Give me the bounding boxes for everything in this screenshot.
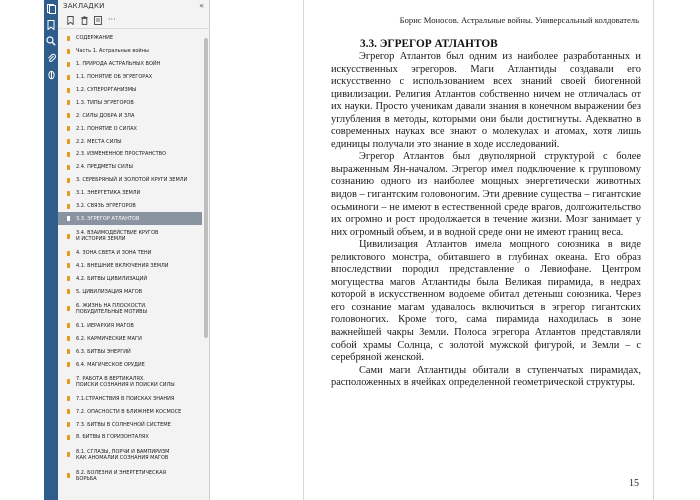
bookmark-label: 6.3. БИТВЫ ЭНЕРГИЙ: [76, 348, 131, 355]
bookmark-label: 3.1. ЭНЕРГЕТИКА ЗЕМЛИ: [76, 190, 141, 197]
bookmark-label: 1.3. ТИПЫ ЭГРЕГОРОВ: [76, 99, 134, 106]
bookmark-icon: [67, 306, 70, 311]
paragraph: Сами маги Атлантиды обитали в ступенчатых пирамидах, расположенных в ячейках определенной геометрической структуры.: [331, 364, 641, 389]
bookmark-icon: [67, 289, 70, 294]
bookmark-item[interactable]: [58, 200, 202, 213]
add-bookmark-icon[interactable]: [66, 16, 74, 25]
bookmark-icon: [67, 216, 70, 221]
bookmark-item[interactable]: [58, 345, 202, 358]
bookmark-label: 2.2. МЕСТА СИЛЫ: [76, 138, 122, 145]
bookmark-label: 1. ПРИРОДА АСТРАЛЬНЫХ ВОЙН: [76, 61, 161, 68]
bookmark-label: 6. ЖИЗНЬ НА ПЛОСКОСТИ. ПОБУДИТЕЛЬНЫЕ МОТИВЫ: [76, 302, 148, 315]
bookmark-label: 3.4. ВЗАИМОДЕЙСТВИЕ КРУГОВ И ИСТОРИЯ ЗЕМЛИ: [76, 230, 159, 242]
bookmark-label: 2.3. ИЗМЕНЕННОЕ ПРОСТРАНСТВО: [76, 151, 167, 158]
bookmark-item[interactable]: [58, 148, 202, 161]
bookmark-label: 8.1. СГЛАЗЫ, ПОРЧИ И ВАМПИРИЗМ КАК АНОМАЛИИ СОЗНАНИЯ МАГОВ: [76, 448, 170, 461]
bookmark-label: 1.2. СУПЕРОРГАНИЗМЫ: [76, 87, 137, 93]
bookmark-label: 3.2. СВЯЗЬ ЭГРЕГОРОВ: [76, 203, 136, 210]
bookmark-icon: [67, 362, 70, 367]
bookmark-label: 8.2. БОЛЕЗНИ И ЭНЕРГЕТИЧЕСКАЯ БОРЬБА: [76, 469, 166, 482]
more-options-button[interactable]: ···: [108, 15, 116, 24]
bookmark-item[interactable]: [58, 109, 202, 122]
bookmark-label: 7.2. ОПАСНОСТИ В БЛИЖНЕМ КОСМОСЕ: [76, 408, 182, 415]
bookmark-item[interactable]: [58, 225, 202, 246]
bookmark-icon: [67, 113, 70, 118]
bookmark-item[interactable]: [58, 71, 202, 84]
bookmark-label: 6.1. ИЕРАРХИЯ МАГОВ: [76, 322, 134, 329]
collapse-panel-button[interactable]: «: [199, 1, 204, 10]
bookmark-icon: [67, 139, 70, 144]
bookmarks-icon[interactable]: [44, 18, 58, 32]
bookmark-label: 5. ЦИВИЛИЗАЦИЯ МАГОВ: [76, 288, 143, 295]
panel-divider: [58, 28, 210, 29]
bookmark-icon: [67, 100, 70, 105]
bookmark-item[interactable]: [58, 135, 202, 148]
paragraph: Эгрегор Атлантов был двуполярной структурой с более выраженным Ян-началом. Эгрегор имел подключение к групповому сознанию одного из наиболее мощных энергетически животных видов – гигантским головоногим. Эти древние существа – гигантские осьминоги – не имеют в естественной среде врагов, долгожительство их огромно и рост продолжается в течение жизни. Мозг занимает у них огромный объем, и в водной среде они не имеют границ веса.: [331, 151, 641, 238]
bookmark-label: 6.4. МАГИЧЕСКОЕ ОРУДИЕ: [76, 361, 145, 368]
bookmark-icon: [67, 435, 70, 440]
page-number: 15: [629, 478, 639, 489]
bookmark-item[interactable]: [58, 247, 202, 260]
bookmark-item[interactable]: [58, 332, 202, 345]
bookmark-label: 4.1. ВНЕШНИЕ ВКЛЮЧЕНИЯ ЗЕМЛИ: [76, 262, 169, 269]
layers-icon[interactable]: [44, 68, 58, 82]
bookmark-item[interactable]: [58, 371, 202, 392]
bookmark-item[interactable]: [58, 392, 202, 405]
page-running-header: Борис Моносов. Астральные войны. Универсальный колдователь: [399, 15, 639, 25]
panel-toolbar: [66, 14, 116, 26]
bookmark-icon: [67, 336, 70, 341]
attachment-icon[interactable]: [44, 51, 58, 65]
bookmark-label: 4.2. БИТВЫ ЦИВИЛИЗАЦИЙ: [76, 275, 148, 282]
bookmark-icon: [67, 234, 70, 239]
bookmark-label: 7. РАБОТА В ВЕРТИКАЛЯХ. ПОИСКИ СОЗНАНИЯ И ПОИСКИ СИЛЫ: [76, 375, 175, 388]
bookmark-item[interactable]: [58, 174, 202, 187]
bookmark-item[interactable]: [58, 272, 202, 285]
bookmark-icon: [67, 409, 70, 414]
pages-icon[interactable]: [44, 2, 58, 16]
search-icon[interactable]: [44, 34, 58, 48]
bookmark-icon: [67, 165, 70, 170]
bookmark-item[interactable]: [58, 161, 202, 174]
bookmark-item[interactable]: [58, 465, 202, 486]
bookmark-label: 3.3. ЭГРЕГОР АТЛАНТОВ: [76, 215, 140, 222]
bookmark-item-selected[interactable]: [58, 212, 202, 225]
bookmark-icon: [67, 204, 70, 209]
bookmark-icon: [67, 323, 70, 328]
bookmark-icon: [67, 191, 70, 196]
bookmark-list-scrollbar[interactable]: [204, 38, 208, 338]
bookmark-item[interactable]: [58, 122, 202, 135]
bookmark-options-icon[interactable]: [94, 16, 102, 25]
bookmark-item[interactable]: [58, 358, 202, 371]
section-title: 3.3. ЭГРЕГОР АТЛАНТОВ: [360, 38, 498, 50]
bookmark-label: 3. СЕРЕБРЯНЫЙ И ЗОЛОТОЙ КРУГИ ЗЕМЛИ: [76, 177, 188, 184]
bookmark-label: 4. ЗОНА СВЕТА И ЗОНА ТЕНИ: [76, 250, 152, 257]
bookmark-icon: [67, 152, 70, 157]
bookmark-icon: [67, 396, 70, 401]
body-text: [331, 51, 641, 390]
bookmark-label: СОДЕРЖАНИЕ: [76, 35, 113, 42]
bookmark-item[interactable]: [58, 405, 202, 418]
document-page: [303, 0, 654, 500]
bookmark-item[interactable]: [58, 285, 202, 298]
bookmark-list: [58, 32, 202, 500]
bookmark-icon: [67, 263, 70, 268]
bookmark-label: 2. СИЛЫ ДОБРА И ЗЛА: [76, 112, 135, 119]
bookmark-icon: [67, 379, 70, 384]
bookmark-label: 6.2. КАРМИЧЕСКИЕ МАГИ: [76, 335, 142, 342]
paragraph: Цивилизация Атлантов имела мощного союзника в виде реликтового монстра, обитавшего в глубинах океана. Его образ впоследствии породил представление о Левиофане. Центром могущества магов Атлантиды была Великая пирамида, в недрах которой в искусственном водоеме обитал детеныш союзника. Через его сознание магам удавалось включиться в эгрегор гигантских головоногих. Кроме того, сама пирамида находилась в зоне важнейшей чакры Земли. Полоса эгрегора Атлантов представляли собой храмы Солнца, с золотой мужской фигурой, и Земли – с серебряной женской.: [331, 239, 641, 364]
bookmark-icon: [67, 178, 70, 183]
panel-title: ЗАКЛАДКИ: [63, 2, 105, 10]
bookmark-icon: [67, 276, 70, 281]
bookmark-icon: [67, 36, 70, 41]
bookmark-item[interactable]: [58, 431, 202, 444]
bookmark-icon: [67, 75, 70, 80]
bookmark-icon: [67, 452, 70, 457]
bookmark-icon: [67, 251, 70, 256]
bookmark-item[interactable]: [58, 319, 202, 332]
bookmark-label: 7.1.СТРАНСТВИЯ В ПОИСКАХ ЗНАНИЯ: [76, 395, 175, 402]
bookmark-icon: [67, 62, 70, 67]
bookmark-item[interactable]: [58, 58, 202, 71]
bookmark-item[interactable]: [58, 418, 202, 431]
bookmark-label: 7.3. БИТВЫ В СОЛНЕЧНОЙ СИСТЕМЕ: [76, 421, 171, 428]
panel-header: [58, 0, 209, 10]
bookmark-icon: [67, 126, 70, 131]
bookmark-icon: [67, 349, 70, 354]
bookmark-item[interactable]: [58, 298, 202, 319]
bookmark-label: 8. БИТВЫ В ГОРИЗОНТАЛЯХ: [76, 434, 149, 441]
bookmark-item[interactable]: [58, 84, 202, 97]
bookmark-item[interactable]: [58, 45, 202, 58]
bookmark-label: 2.1. ПОНЯТИЕ О СИЛАХ: [76, 125, 137, 132]
bookmark-item[interactable]: [58, 96, 202, 109]
bookmark-label: 1.1. ПОНЯТИЕ ОБ ЭГРЕГОРАХ: [76, 74, 153, 81]
bookmark-icon: [67, 88, 70, 93]
bookmark-icon: [67, 473, 70, 478]
bookmark-icon: [67, 49, 70, 54]
bookmark-label: Часть 1. Астральные войны: [76, 48, 149, 55]
bookmark-item[interactable]: [58, 260, 202, 273]
bookmarks-panel: [58, 0, 210, 500]
bookmark-item[interactable]: [58, 187, 202, 200]
delete-bookmark-icon[interactable]: [80, 16, 88, 25]
icon-rail: [0, 0, 58, 500]
bookmark-icon: [67, 422, 70, 427]
paragraph: Эгрегор Атлантов был одним из наиболее разработанных и искусственных эгрегоров. Маги Атлантиды создавали его искусственно с использованием всех знаний своей биогенной цивилизации. Религия Атлантов собственно ничем не отличалась от их науки. Просто ученикам давали знания в конечном выражении без углубления в методы, которыми они были достигнуты. Адекватно в современных науках все знают о молекулах и атомах, хотя лишь единицы получали это знание в ходе исследований.: [331, 51, 641, 150]
bookmark-item[interactable]: [58, 32, 202, 45]
bookmark-item[interactable]: [58, 444, 202, 465]
bookmark-label: 2.4. ПРЕДМЕТЫ СИЛЫ: [76, 164, 133, 171]
